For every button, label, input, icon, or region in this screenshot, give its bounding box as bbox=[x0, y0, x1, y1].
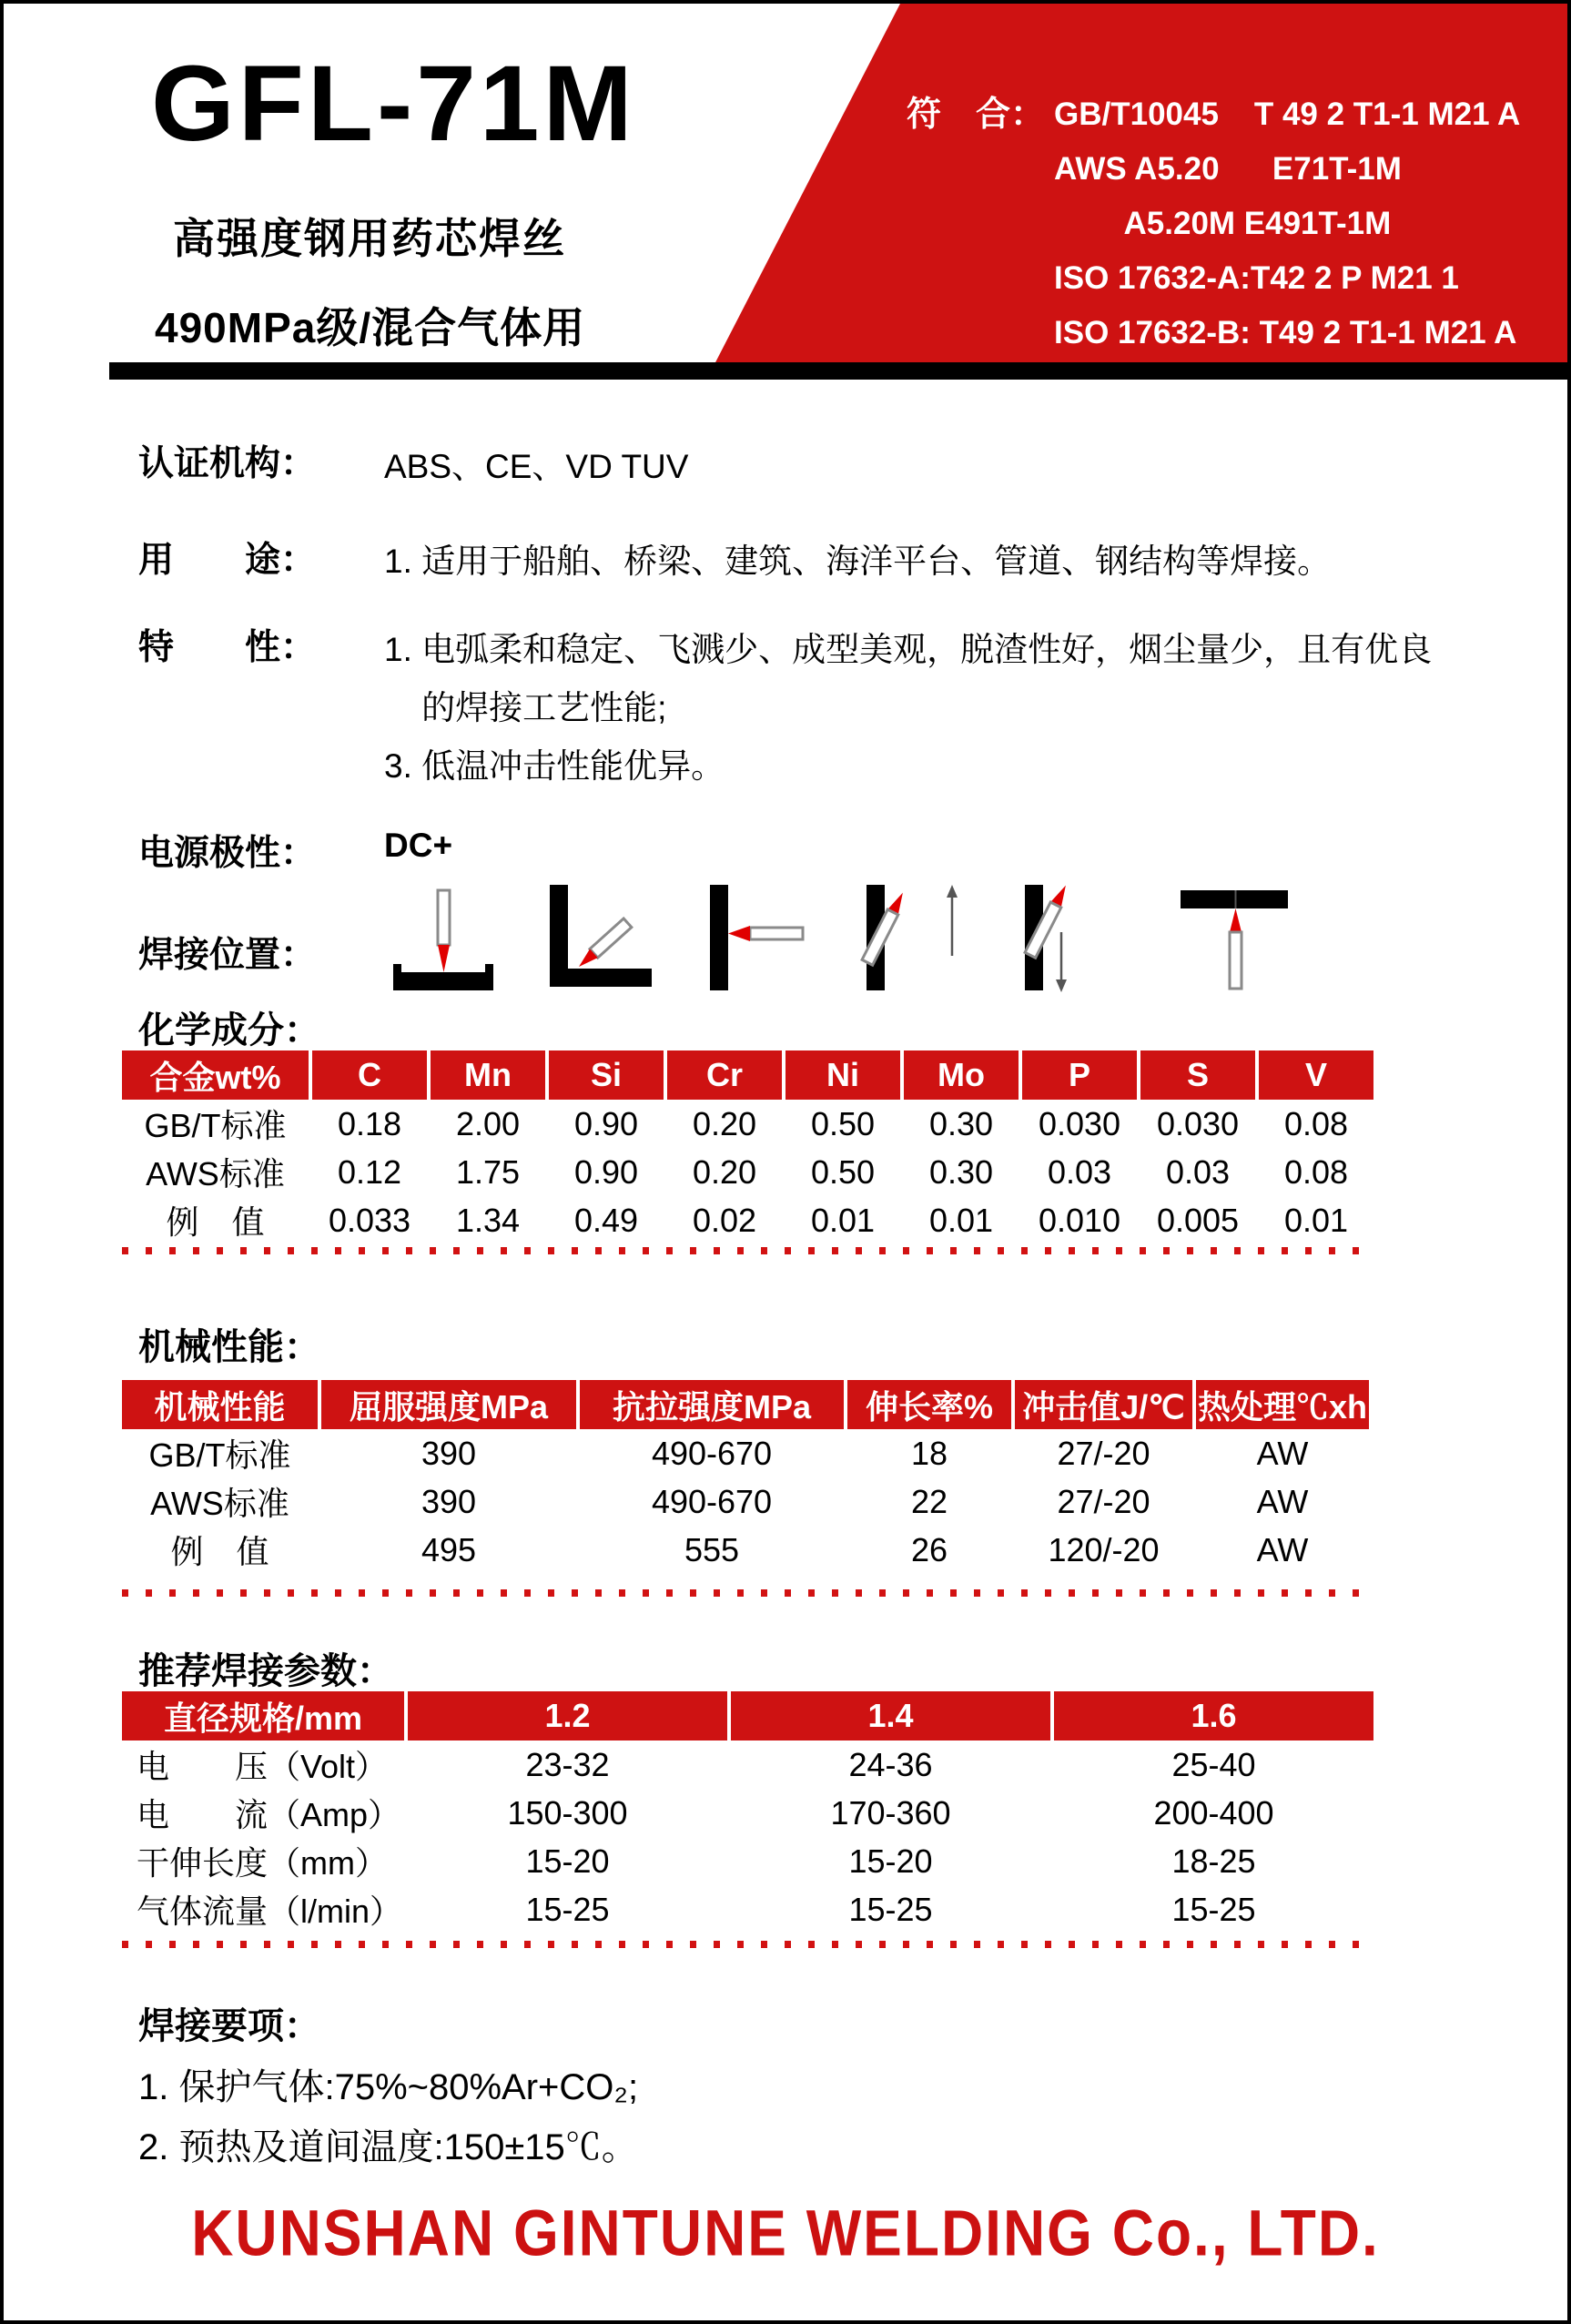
feature-line: 1. 电弧柔和稳定、飞溅少、成型美观，脱渣性好，烟尘量少，且有优良 bbox=[384, 631, 1433, 668]
table-header-cell: Ni bbox=[786, 1050, 900, 1100]
row-label: 电 压（Volt） bbox=[137, 1748, 389, 1785]
welding-position-label: 焊接位置： bbox=[138, 936, 317, 975]
table-cell: AW bbox=[1256, 1530, 1309, 1568]
table-header-cell: 冲击值J/℃ bbox=[1015, 1380, 1192, 1429]
table-cell: 0.010 bbox=[1038, 1201, 1121, 1239]
table-cell: 0.50 bbox=[810, 1152, 876, 1191]
table-cell: 0.49 bbox=[573, 1201, 639, 1239]
header-divider-bar bbox=[109, 362, 1567, 380]
cert-value: ABS、CE、VD TUV bbox=[384, 448, 689, 485]
table-header-cell: 热处理℃xh bbox=[1196, 1380, 1369, 1429]
product-subtitle: 高强度钢用药芯焊丝 bbox=[173, 215, 566, 262]
table-cell: 22 bbox=[910, 1482, 948, 1520]
table-cell: 26 bbox=[910, 1530, 948, 1568]
row-label: GB/T标准 bbox=[144, 1107, 287, 1144]
table-cell: 0.02 bbox=[692, 1201, 757, 1239]
mech-section-title: 机械性能： bbox=[138, 1327, 320, 1367]
table-cell: 15-25 bbox=[848, 1890, 933, 1928]
table-cell: 0.30 bbox=[928, 1104, 994, 1142]
standards-line: ISO 17632-B: T49 2 T1-1 M21 A bbox=[1054, 315, 1517, 350]
chem-table-header bbox=[122, 1050, 1373, 1100]
table-cell: 0.12 bbox=[337, 1152, 402, 1191]
table-cell: 390 bbox=[421, 1434, 477, 1472]
table-row bbox=[122, 1526, 1373, 1574]
table-cell: 555 bbox=[684, 1530, 740, 1568]
row-label: 例 值 bbox=[170, 1533, 269, 1570]
company-logo-text: KUNSHAN GINTUNE WELDING Co., LTD. bbox=[191, 2196, 1380, 2270]
polarity-label: 电源极性： bbox=[138, 834, 317, 873]
table-row bbox=[122, 1789, 1373, 1837]
table-cell: 490-670 bbox=[651, 1482, 773, 1520]
table-cell: 1.75 bbox=[455, 1152, 521, 1191]
table-header-cell: 1.4 bbox=[731, 1691, 1050, 1740]
table-cell: 15-25 bbox=[525, 1890, 610, 1928]
welding-position-icons bbox=[384, 885, 1294, 994]
table-header-cell: Mn bbox=[431, 1050, 545, 1100]
row-label: AWS标准 bbox=[150, 1485, 289, 1522]
compliance-block bbox=[907, 87, 1520, 360]
welding-position-horizontal-fillet-icon bbox=[542, 885, 661, 994]
feature-label: 特 性： bbox=[138, 628, 317, 667]
table-cell: 0.20 bbox=[692, 1152, 757, 1191]
table-cell: 0.90 bbox=[573, 1152, 639, 1191]
table-cell: 150-300 bbox=[507, 1793, 628, 1832]
table-header-cell: 1.6 bbox=[1054, 1691, 1373, 1740]
chem-table bbox=[122, 1050, 1373, 1244]
mech-table-header bbox=[122, 1380, 1373, 1429]
table-row bbox=[122, 1477, 1373, 1526]
table-cell: 0.030 bbox=[1156, 1104, 1240, 1142]
table-cell: 2.00 bbox=[455, 1104, 521, 1142]
table-row bbox=[122, 1148, 1373, 1196]
table-cell: 0.030 bbox=[1038, 1104, 1121, 1142]
row-label: 干伸长度（mm） bbox=[137, 1844, 388, 1882]
table-cell: 0.03 bbox=[1165, 1152, 1231, 1191]
row-label: 气体流量（l/min） bbox=[137, 1893, 403, 1930]
table-cell: 18-25 bbox=[1171, 1842, 1256, 1880]
table-cell: 0.033 bbox=[328, 1201, 411, 1239]
table-row bbox=[122, 1429, 1373, 1477]
table-cell: 23-32 bbox=[525, 1745, 610, 1783]
cert-label: 认证机构： bbox=[138, 444, 317, 483]
params-table-header bbox=[122, 1691, 1373, 1740]
table-header-cell: 合金wt% bbox=[122, 1050, 309, 1100]
welding-position-vertical-down-icon bbox=[1018, 885, 1136, 994]
standards-list bbox=[1054, 87, 1520, 360]
table-cell: AW bbox=[1256, 1482, 1309, 1520]
usage-label: 用 途： bbox=[138, 541, 317, 580]
row-label: 电 流（Amp） bbox=[137, 1796, 401, 1833]
table-cell: 200-400 bbox=[1153, 1793, 1274, 1832]
product-grade-subtitle: 490MPa级/混合气体用 bbox=[155, 304, 586, 351]
table-cell: 15-25 bbox=[1171, 1890, 1256, 1928]
row-label: 例 值 bbox=[166, 1203, 265, 1241]
table-cell: 495 bbox=[421, 1530, 477, 1568]
table-cell: 0.08 bbox=[1283, 1152, 1349, 1191]
row-label: GB/T标准 bbox=[148, 1436, 291, 1474]
table-cell: 0.20 bbox=[692, 1104, 757, 1142]
polarity-value: DC+ bbox=[384, 827, 453, 864]
table-cell: 490-670 bbox=[651, 1434, 773, 1472]
table-header-cell: Cr bbox=[667, 1050, 782, 1100]
table-header-cell: 1.2 bbox=[408, 1691, 727, 1740]
table-header-cell: Si bbox=[549, 1050, 664, 1100]
page-title: GFL-71M bbox=[151, 44, 636, 164]
welding-position-vertical-up-icon bbox=[859, 885, 978, 994]
table-cell: AW bbox=[1256, 1434, 1309, 1472]
table-header-cell: 机械性能 bbox=[122, 1380, 318, 1429]
table-header-cell: C bbox=[312, 1050, 427, 1100]
table-cell: 0.90 bbox=[573, 1104, 639, 1142]
table-cell: 27/-20 bbox=[1057, 1482, 1150, 1520]
welding-position-horizontal-icon bbox=[701, 885, 819, 994]
table-cell: 0.01 bbox=[928, 1201, 994, 1239]
table-header-cell: Mo bbox=[904, 1050, 1019, 1100]
table-cell: 0.18 bbox=[337, 1104, 402, 1142]
table-cell: 0.005 bbox=[1156, 1201, 1240, 1239]
notes-lines bbox=[138, 2057, 638, 2177]
standards-line: GB/T10045 T 49 2 T1-1 M21 A bbox=[1054, 96, 1521, 132]
table-cell: 0.50 bbox=[810, 1104, 876, 1142]
table-cell: 0.03 bbox=[1047, 1152, 1112, 1191]
chem-section-title: 化学成分： bbox=[138, 1010, 320, 1050]
table-cell: 27/-20 bbox=[1057, 1434, 1150, 1472]
table-row bbox=[122, 1837, 1373, 1885]
table-header-cell: 伸长率% bbox=[847, 1380, 1011, 1429]
dotted-divider bbox=[122, 1589, 1364, 1597]
note-line: 1. 保护气体:75%~80%Ar+CO₂; bbox=[138, 2067, 639, 2107]
table-cell: 0.30 bbox=[928, 1152, 994, 1191]
standards-line: ISO 17632-A:T42 2 P M21 1 bbox=[1054, 260, 1459, 296]
welding-position-overhead-icon bbox=[1176, 885, 1294, 994]
params-section-title: 推荐焊接参数： bbox=[138, 1651, 393, 1691]
dotted-divider bbox=[122, 1247, 1364, 1254]
params-table bbox=[122, 1691, 1373, 1933]
table-header-cell: 直径规格/mm bbox=[122, 1691, 404, 1740]
standards-line: A5.20M E491T-1M bbox=[1054, 206, 1392, 241]
table-cell: 1.34 bbox=[455, 1201, 521, 1239]
usage-value: 1. 适用于船舶、桥梁、建筑、海洋平台、管道、钢结构等焊接。 bbox=[384, 543, 1332, 580]
note-line: 2. 预热及道间温度:150±15℃。 bbox=[138, 2127, 638, 2167]
table-row bbox=[122, 1885, 1373, 1933]
table-row bbox=[122, 1740, 1373, 1789]
table-cell: 390 bbox=[421, 1482, 477, 1520]
welding-position-flat-icon bbox=[384, 885, 502, 994]
feature-line: 3. 低温冲击性能优异。 bbox=[384, 747, 725, 785]
table-header-cell: P bbox=[1022, 1050, 1137, 1100]
table-header-cell: S bbox=[1140, 1050, 1255, 1100]
standards-line: AWS A5.20 E71T-1M bbox=[1054, 151, 1402, 187]
feature-line: 的焊接工艺性能; bbox=[384, 689, 667, 726]
table-cell: 170-360 bbox=[830, 1793, 951, 1832]
table-cell: 18 bbox=[910, 1434, 948, 1472]
table-row bbox=[122, 1100, 1373, 1148]
table-cell: 0.01 bbox=[1283, 1201, 1349, 1239]
compliance-label: 符 合： bbox=[907, 96, 1046, 134]
table-cell: 0.01 bbox=[810, 1201, 876, 1239]
table-cell: 25-40 bbox=[1171, 1745, 1256, 1783]
table-cell: 24-36 bbox=[848, 1745, 933, 1783]
table-cell: 15-20 bbox=[848, 1842, 933, 1880]
table-header-cell: V bbox=[1259, 1050, 1373, 1100]
table-cell: 120/-20 bbox=[1048, 1530, 1160, 1568]
row-label: AWS标准 bbox=[146, 1155, 285, 1192]
mech-table bbox=[122, 1380, 1373, 1574]
table-row bbox=[122, 1196, 1373, 1244]
dotted-divider bbox=[122, 1941, 1364, 1948]
feature-lines bbox=[384, 621, 1432, 796]
table-cell: 15-20 bbox=[525, 1842, 610, 1880]
table-header-cell: 抗拉强度MPa bbox=[580, 1380, 844, 1429]
table-header-cell: 屈服强度MPa bbox=[321, 1380, 576, 1429]
table-cell: 0.08 bbox=[1283, 1104, 1349, 1142]
notes-section-title: 焊接要项： bbox=[138, 2006, 320, 2046]
